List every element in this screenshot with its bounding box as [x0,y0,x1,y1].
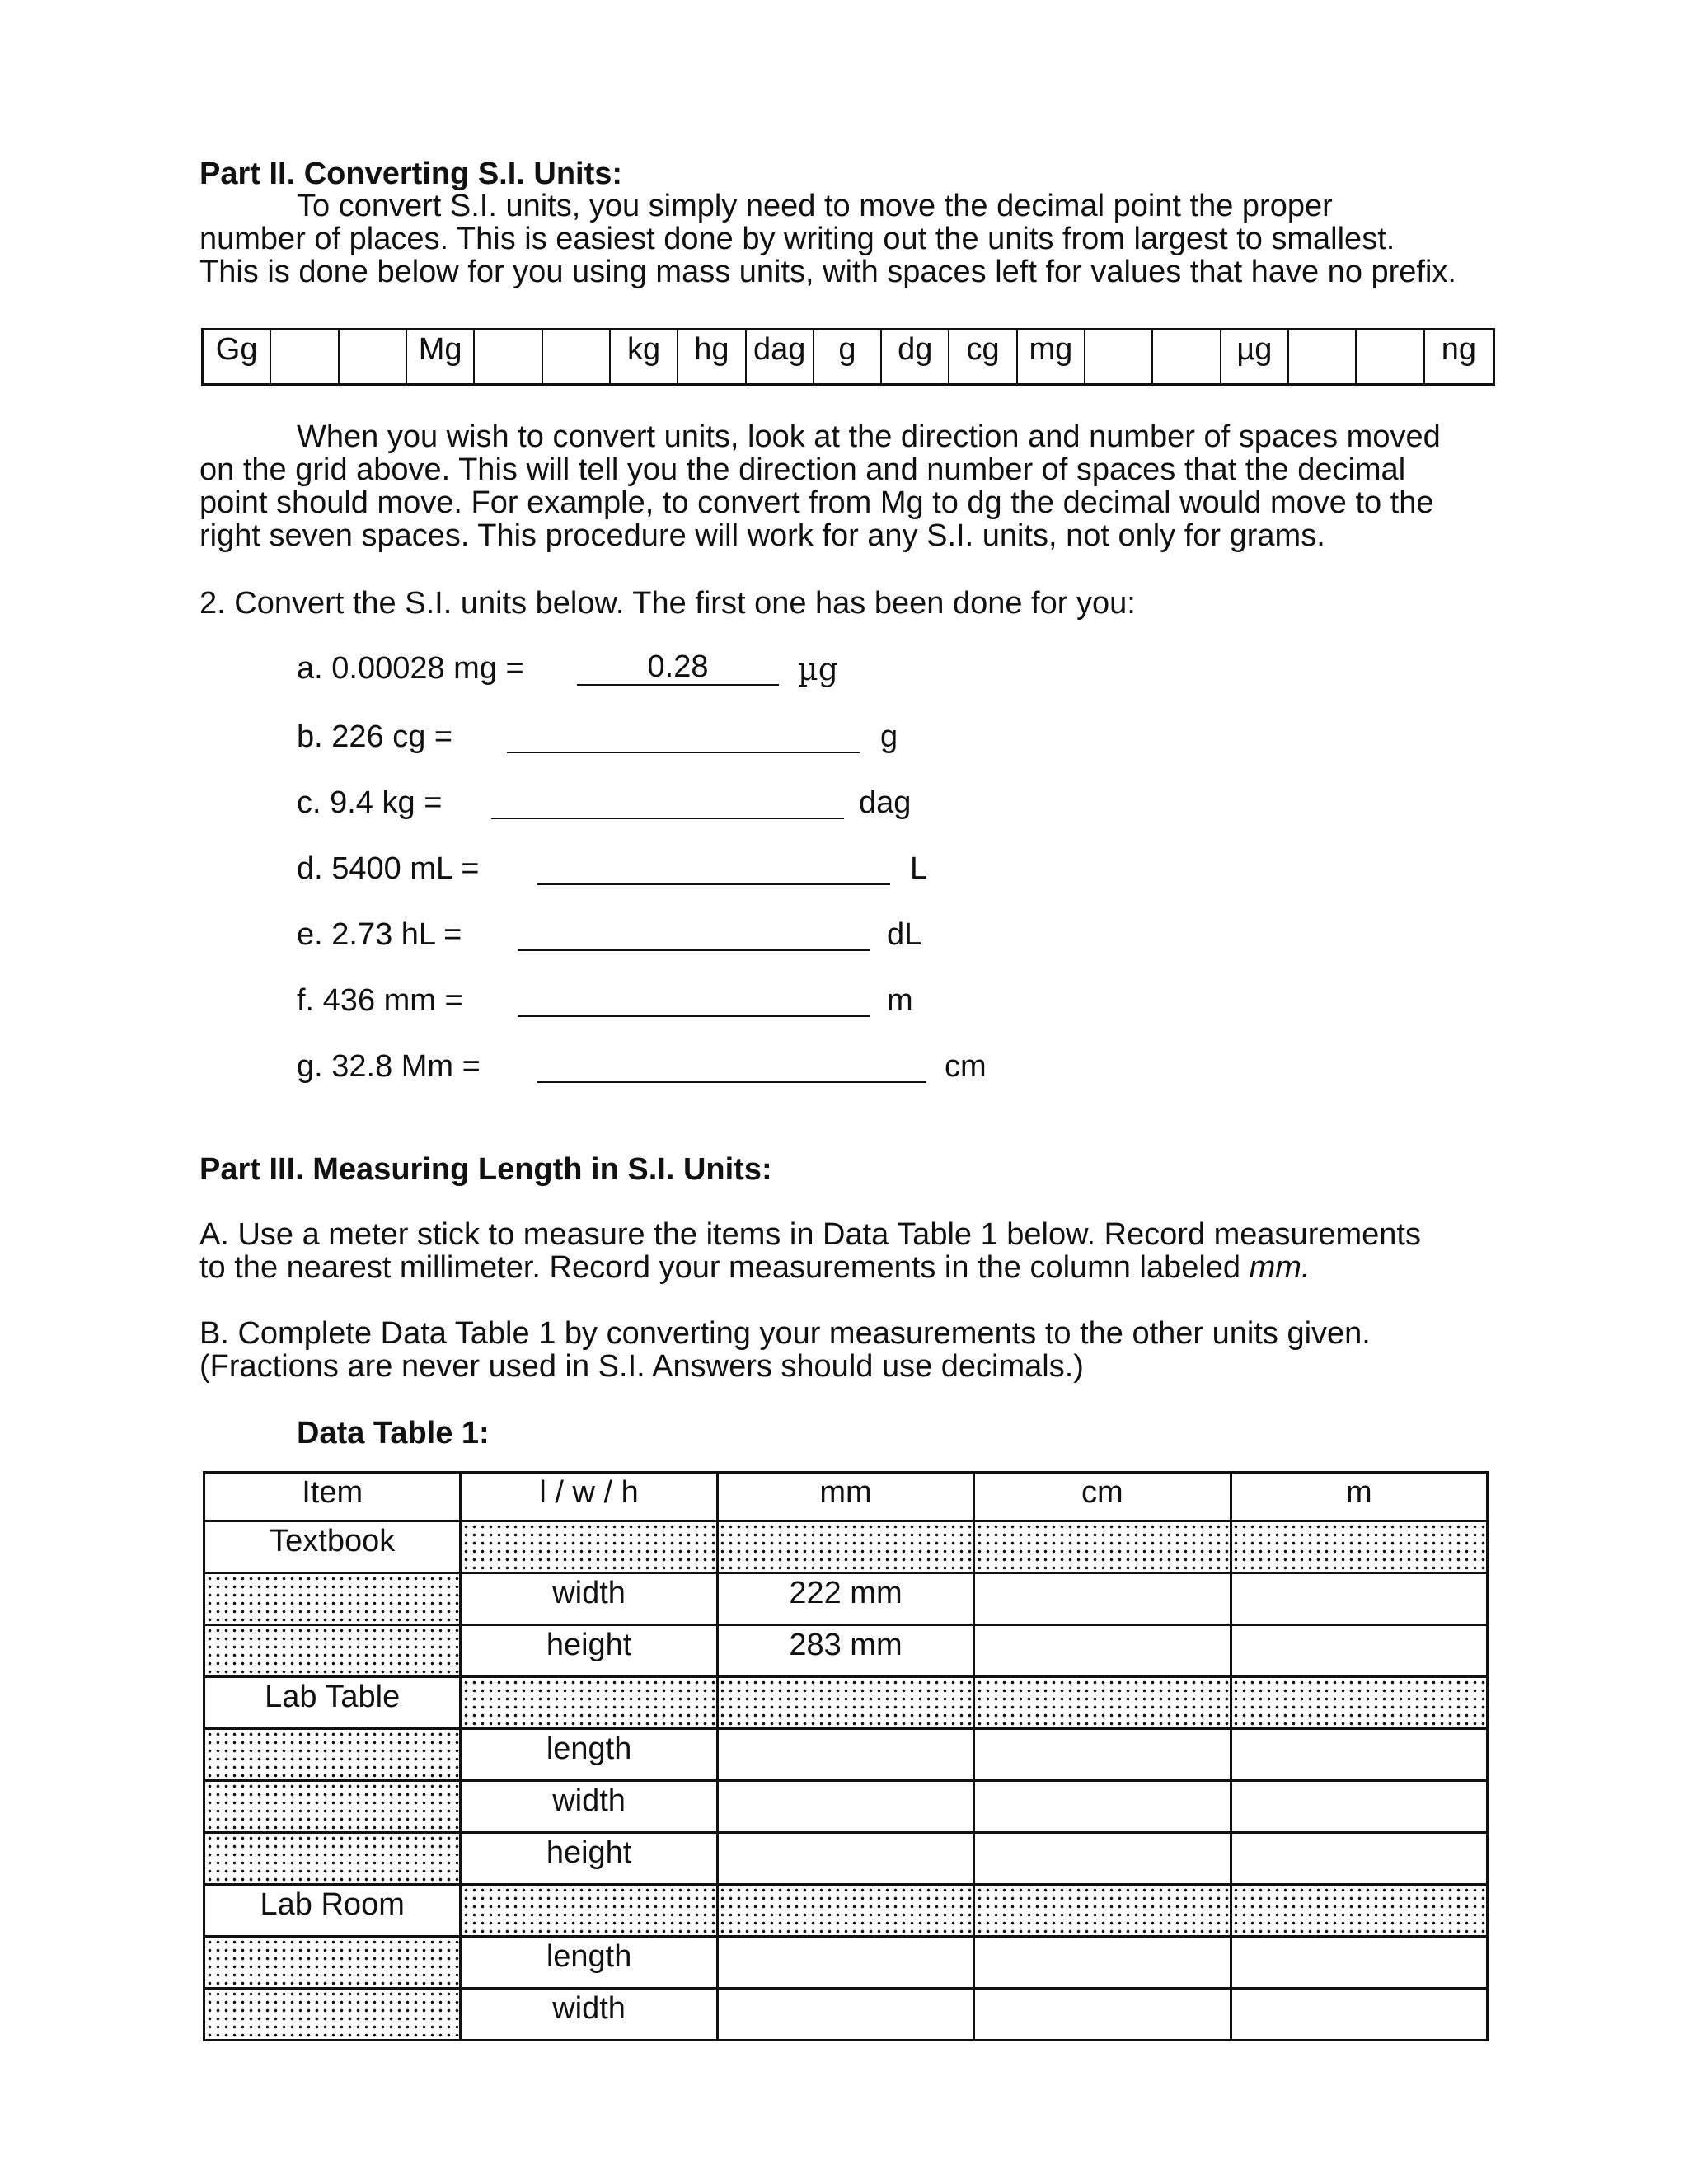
intro-paragraph [199,190,1518,288]
shaded-cell [204,1625,461,1677]
shaded-cell [204,1989,461,2041]
cm-cell[interactable] [974,1625,1231,1677]
unit-cell [1357,330,1424,383]
mm-cell[interactable] [717,1989,973,2041]
shaded-cell [717,1521,973,1573]
unit-cell: g [814,330,882,383]
question-b-unit: g [880,719,898,754]
intro-line: To convert S.I. units, you simply need to move the decimal point the proper [297,189,1333,223]
question-d-label: d. 5400 mL = [297,851,480,886]
instruction-b [199,1317,1535,1383]
instruction-a-line-2 [199,1251,1535,1284]
question-d-unit: L [910,851,928,886]
shaded-cell [974,1521,1231,1573]
question-b-label: b. 226 cg = [297,719,453,754]
shaded-cell [204,1573,461,1625]
shaded-cell [974,1885,1231,1937]
question-e-answer-line[interactable] [518,949,870,951]
question-g-unit: cm [945,1049,987,1084]
cm-cell[interactable] [974,1833,1231,1885]
unit-cell: kg [611,330,678,383]
m-cell[interactable] [1231,1729,1487,1781]
shaded-cell [461,1521,717,1573]
item-cell: Lab Room [204,1885,461,1937]
m-cell[interactable] [1231,1833,1487,1885]
part2-heading: Part II. Converting S.I. Units: [199,157,623,191]
unit-cell: Mg [407,330,475,383]
header-mm: mm [717,1473,973,1521]
explain-line: right seven spaces. This procedure will work for any S.I. units, not only for grams. [199,518,1325,553]
shaded-cell [717,1885,973,1937]
question-f-answer-line[interactable] [518,1015,870,1017]
unit-cell [271,330,339,383]
cm-cell[interactable] [974,1573,1231,1625]
question-a-answer: 0.28 [647,649,709,684]
m-cell[interactable] [1231,1625,1487,1677]
mm-cell[interactable] [717,1781,973,1833]
question-c-unit: dag [859,785,912,820]
table-row [204,1573,1488,1625]
intro-line: number of places. This is easiest done by writing out the units from largest to smallest. [199,222,1395,256]
dimension-cell: height [461,1833,717,1885]
data-table-1 [203,1471,1489,2041]
unit-cell [1085,330,1153,383]
explain-paragraph [199,420,1535,552]
shaded-cell [204,1729,461,1781]
unit-cell [1153,330,1221,383]
mm-cell[interactable]: 222 mm [717,1573,973,1625]
m-cell[interactable] [1231,1989,1487,2041]
question-f-unit: m [887,983,913,1018]
m-cell[interactable] [1231,1573,1487,1625]
dimension-cell: height [461,1625,717,1677]
unit-cell [1289,330,1357,383]
shaded-cell [1231,1677,1487,1729]
m-cell[interactable] [1231,1937,1487,1989]
table-row [204,1885,1488,1937]
mm-cell[interactable]: 283 mm [717,1625,973,1677]
shaded-cell [461,1885,717,1937]
question-a-unit: µg [798,651,839,687]
header-cm: cm [974,1473,1231,1521]
part3-heading: Part III. Measuring Length in S.I. Units: [199,1152,772,1187]
unit-cell: Gg [204,330,271,383]
shaded-cell [974,1677,1231,1729]
cm-cell[interactable] [974,1729,1231,1781]
table-row [204,1729,1488,1781]
shaded-cell [204,1781,461,1833]
dimension-cell: length [461,1937,717,1989]
table-row [204,1781,1488,1833]
instruction-b-line: B. Complete Data Table 1 by converting your measurements to the other units given. [199,1316,1371,1351]
shaded-cell [204,1937,461,1989]
question-e-label: e. 2.73 hL = [297,917,462,952]
unit-cell: dag [747,330,814,383]
question-b-answer-line[interactable] [507,752,860,753]
cm-cell[interactable] [974,1937,1231,1989]
instruction-a [199,1218,1535,1284]
unit-cell [475,330,542,383]
instruction-a-emphasis: mm. [1249,1250,1311,1285]
mm-cell[interactable] [717,1937,973,1989]
dimension-cell: width [461,1989,717,2041]
item-cell: Lab Table [204,1677,461,1729]
table-row [204,1677,1488,1729]
question-g-answer-line[interactable] [537,1081,926,1083]
unit-cell: ng [1441,332,1476,367]
shaded-cell [1231,1521,1487,1573]
question-d-answer-line[interactable] [537,883,890,885]
shaded-cell [204,1833,461,1885]
unit-cell: hg [678,330,746,383]
table-header-row [204,1473,1488,1521]
mm-cell[interactable] [717,1729,973,1781]
shaded-cell [717,1677,973,1729]
unit-cell: µg [1221,330,1289,383]
table-row [204,1989,1488,2041]
unit-cell: cg [950,330,1017,383]
explain-line: When you wish to convert units, look at the direction and number of spaces moved [297,419,1441,454]
dimension-cell: width [461,1781,717,1833]
unit-grid [201,328,1495,386]
question-g-label: g. 32.8 Mm = [297,1049,481,1084]
shaded-cell [461,1677,717,1729]
item-cell: Textbook [204,1521,461,1573]
m-cell[interactable] [1231,1781,1487,1833]
table-row [204,1937,1488,1989]
instruction-a-text: to the nearest millimeter. Record your measurements in the column labeled [199,1250,1250,1285]
question-c-label: c. 9.4 kg = [297,785,443,820]
cm-cell[interactable] [974,1989,1231,2041]
explain-line: on the grid above. This will tell you the direction and number of spaces that the decimal [199,452,1406,487]
unit-cell [340,330,407,383]
header-dimension: l / w / h [461,1473,717,1521]
table-row [204,1625,1488,1677]
question-f-label: f. 436 mm = [297,983,463,1018]
header-m: m [1231,1473,1487,1521]
question-prompt: 2. Convert the S.I. units below. The first one has been done for you: [199,586,1136,621]
cm-cell[interactable] [974,1781,1231,1833]
instruction-a-line: A. Use a meter stick to measure the items in Data Table 1 below. Record measurements [199,1217,1421,1252]
instruction-b-line: (Fractions are never used in S.I. Answers should use decimals.) [199,1349,1084,1384]
dimension-cell: length [461,1729,717,1781]
question-c-answer-line[interactable] [491,818,844,819]
intro-line: This is done below for you using mass units, with spaces left for values that have no prefix. [199,255,1456,289]
unit-cell: dg [882,330,950,383]
table-title: Data Table 1: [297,1416,490,1451]
header-item: Item [204,1473,461,1521]
dimension-cell: width [461,1573,717,1625]
unit-cell: mg [1018,330,1085,383]
question-e-unit: dL [887,917,922,952]
explain-line: point should move. For example, to convert from Mg to dg the decimal would move to the [199,485,1434,520]
question-a-label: a. 0.00028 mg = [297,651,524,686]
table-row [204,1521,1488,1573]
unit-cell [543,330,611,383]
mm-cell[interactable] [717,1833,973,1885]
shaded-cell [1231,1885,1487,1937]
table-row [204,1833,1488,1885]
